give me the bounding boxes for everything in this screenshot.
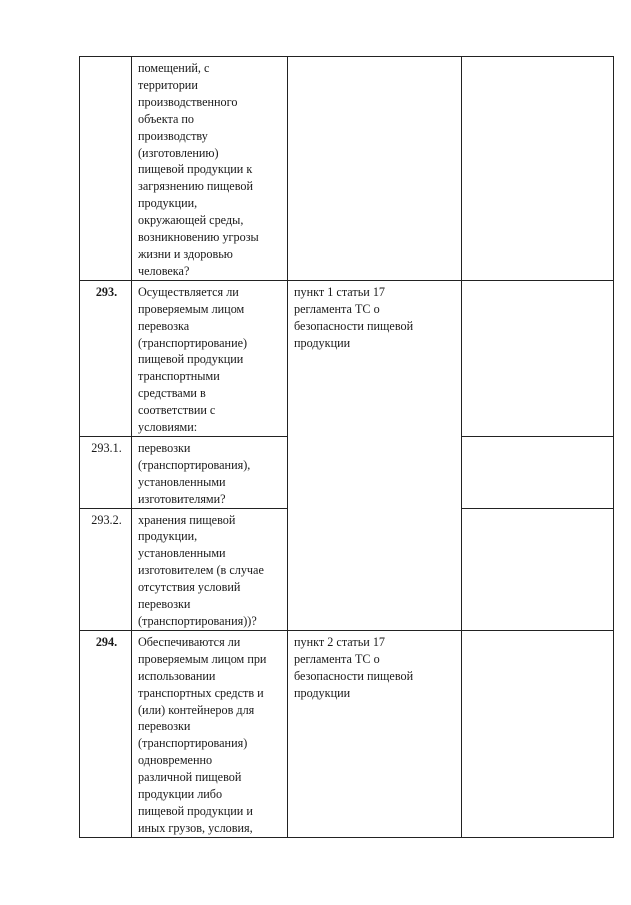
checklist-table [79, 56, 614, 838]
row-number: 293.1. [80, 436, 132, 508]
note-cell [462, 280, 614, 436]
question-cell: хранения пищевой продукции, установленными изготовителем (в случае отсутствия условий перевозки (транспортирования))? [132, 508, 288, 630]
reference-cell: пункт 2 статьи 17 регламента ТС о безопасности пищевой продукции [288, 630, 462, 837]
table-row [80, 280, 614, 436]
note-cell [462, 630, 614, 837]
row-number: 293. [80, 280, 132, 436]
question-cell: перевозки (транспортирования), установленными изготовителями? [132, 436, 288, 508]
row-number [80, 57, 132, 281]
question-cell: Обеспечиваются ли проверяемым лицом при использовании транспортных средств и (или) контейнеров для перевозки (транспортирования) одновременно различной пищевой продукции либо пищевой продукции и иных грузов, условия, [132, 630, 288, 837]
note-cell [462, 436, 614, 508]
table-row [80, 57, 614, 281]
note-cell [462, 508, 614, 630]
table-row [80, 630, 614, 837]
row-number: 294. [80, 630, 132, 837]
question-cell: Осуществляется ли проверяемым лицом перевозка (транспортирование) пищевой продукции транспортными средствами в соответствии с условиями: [132, 280, 288, 436]
question-cell: помещений, с территории производственного объекта по производству (изготовлению) пищевой продукции к загрязнению пищевой продукции, окружающей среды, возникновению угрозы жизни и здоровью человека? [132, 57, 288, 281]
row-number: 293.2. [80, 508, 132, 630]
reference-cell: пункт 1 статьи 17 регламента ТС о безопасности пищевой продукции [288, 280, 462, 630]
reference-cell [288, 57, 462, 281]
note-cell [462, 57, 614, 281]
